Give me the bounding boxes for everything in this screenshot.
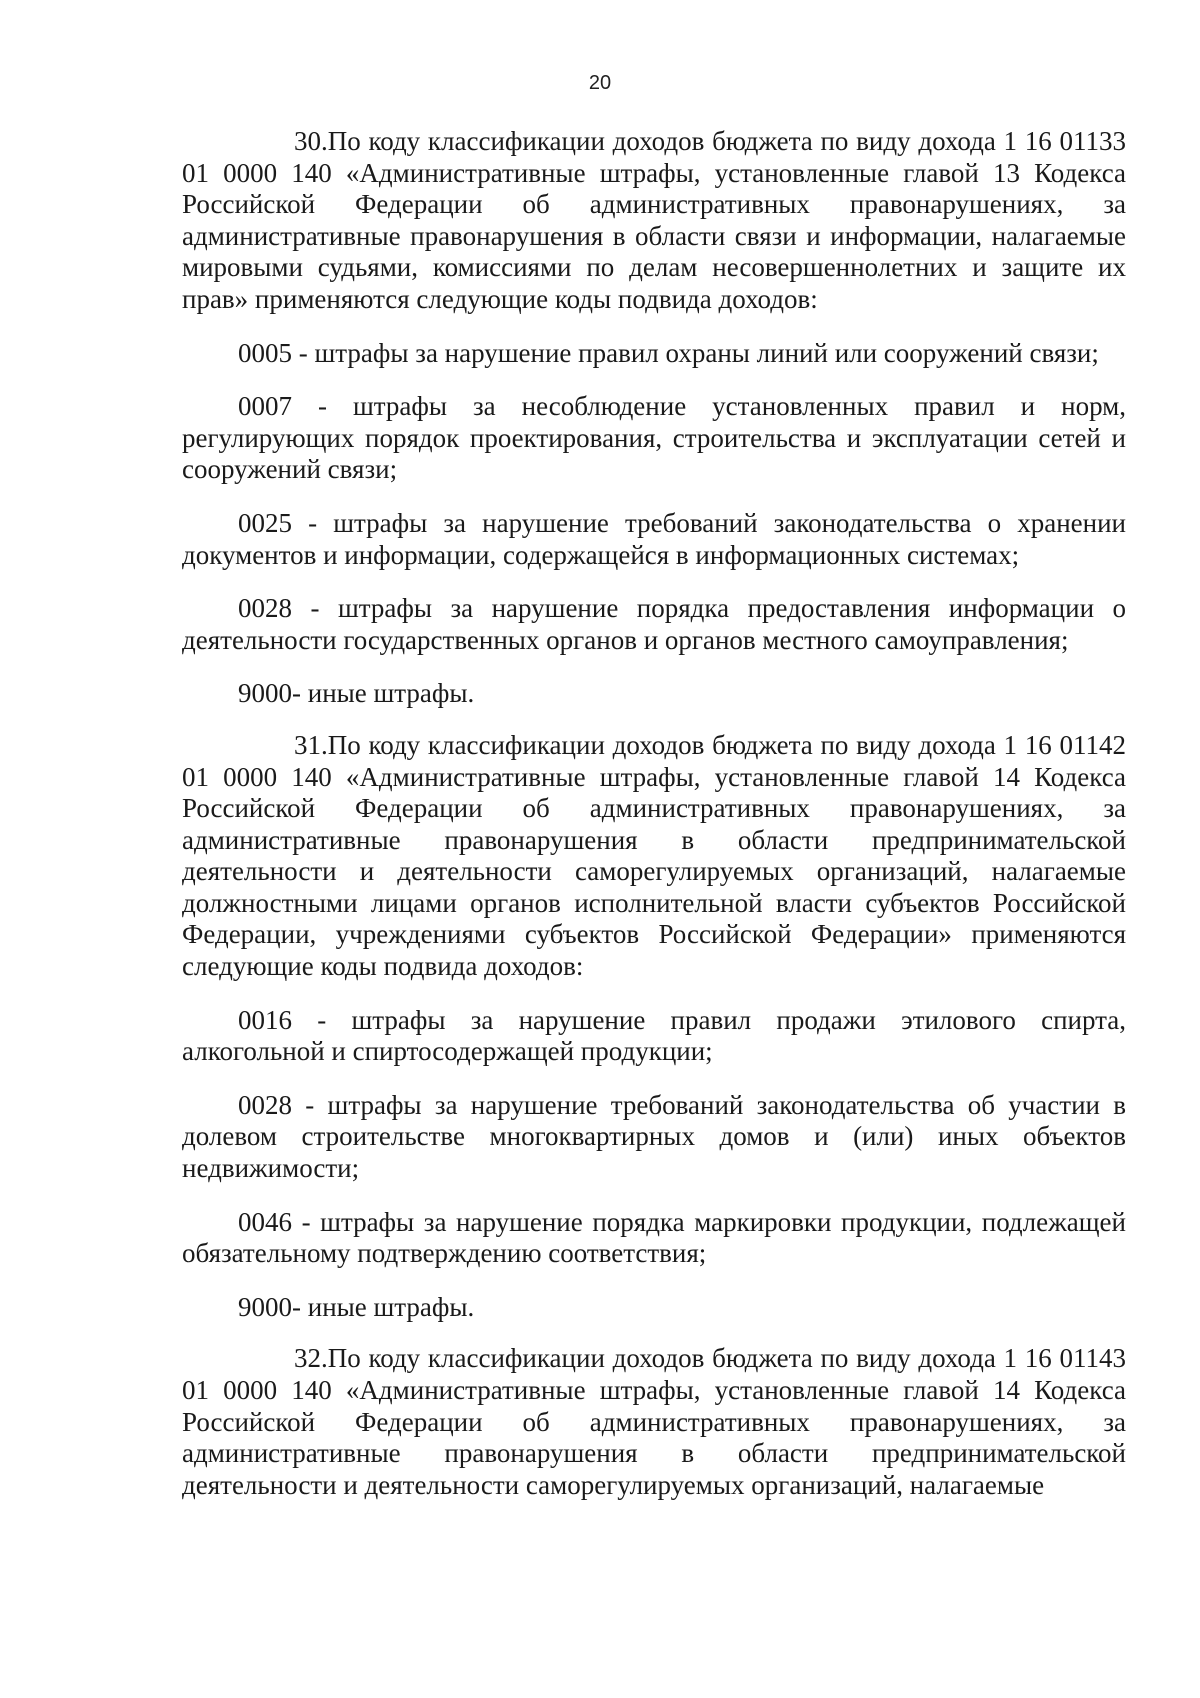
- paragraph-text: 9000- иные штрафы.: [238, 1291, 475, 1322]
- paragraph-text: 0046 - штрафы за нарушение порядка маркировки продукции, подлежащей обязательному подтверждению соответствия;: [182, 1206, 1126, 1269]
- paragraph-item-31: [182, 730, 1126, 983]
- subcode-paragraph: [182, 678, 1126, 710]
- subcode-paragraph: [182, 1090, 1126, 1185]
- subcode-paragraph: [182, 338, 1126, 370]
- subcode-paragraph: [182, 391, 1126, 486]
- paragraph-text: 0025 - штрафы за нарушение требований законодательства о хранении документов и информации, содержащейся в информационных системах;: [182, 507, 1126, 570]
- subcode-paragraph: [182, 593, 1126, 656]
- paragraph-item-30: [182, 126, 1126, 316]
- paragraph-item-32: [182, 1343, 1126, 1501]
- paragraph-text: По коду классификации доходов бюджета по виду дохода 1 16 01143 01 0000 140 «Административные штрафы, установленные главой 14 Кодекса Российской Федерации об административных правонарушениях, за административные правонарушения в области предпринимательской деятельности и деятельности саморегулируемых организаций, налагаемые: [182, 1343, 1126, 1500]
- paragraph-text: По коду классификации доходов бюджета по виду дохода 1 16 01133 01 0000 140 «Административные штрафы, установленные главой 13 Кодекса Российской Федерации об административных правонарушениях, за административные правонарушения в области связи и информации, налагаемые мировыми судьями, комиссиями по делам несовершеннолетних и защите их прав» применяются следующие коды подвида доходов:: [182, 126, 1126, 314]
- paragraph-text: 0005 - штрафы за нарушение правил охраны линий или сооружений связи;: [238, 337, 1099, 368]
- paragraph-text: 9000- иные штрафы.: [238, 678, 475, 709]
- item-number: 30.: [294, 126, 328, 156]
- paragraph-text: 0007 - штрафы за несоблюдение установленных правил и норм, регулирующих порядок проектирования, строительства и эксплуатации сетей и сооружений связи;: [182, 391, 1126, 485]
- item-number: 31.: [294, 729, 328, 760]
- paragraph-text: По коду классификации доходов бюджета по виду дохода 1 16 01142 01 0000 140 «Административные штрафы, установленные главой 14 Кодекса Российской Федерации об административных правонарушениях, за административные правонарушения в области предпринимательской деятельности и деятельности саморегулируемых организаций, налагаемые должностными лицами органов исполнительной власти субъектов Российской Федерации, учреждениями субъектов Российской Федерации» применяются следующие коды подвида доходов:: [182, 729, 1126, 982]
- subcode-paragraph: [182, 508, 1126, 571]
- paragraph-text: 0028 - штрафы за нарушение требований законодательства об участии в долевом строительстве многоквартирных домов и (или) иных объектов недвижимости;: [182, 1089, 1126, 1184]
- subcode-paragraph: [182, 1005, 1126, 1068]
- subcode-paragraph: [182, 1207, 1126, 1270]
- page-number: 20: [588, 72, 612, 94]
- document-body: [182, 126, 1126, 1523]
- paragraph-text: 0016 - штрафы за нарушение правил продажи этилового спирта, алкогольной и спиртосодержащей продукции;: [182, 1004, 1126, 1067]
- paragraph-text: 0028 - штрафы за нарушение порядка предоставления информации о деятельности государственных органов и органов местного самоуправления;: [182, 593, 1126, 655]
- item-number: 32.: [294, 1343, 328, 1374]
- subcode-paragraph: [182, 1292, 1126, 1324]
